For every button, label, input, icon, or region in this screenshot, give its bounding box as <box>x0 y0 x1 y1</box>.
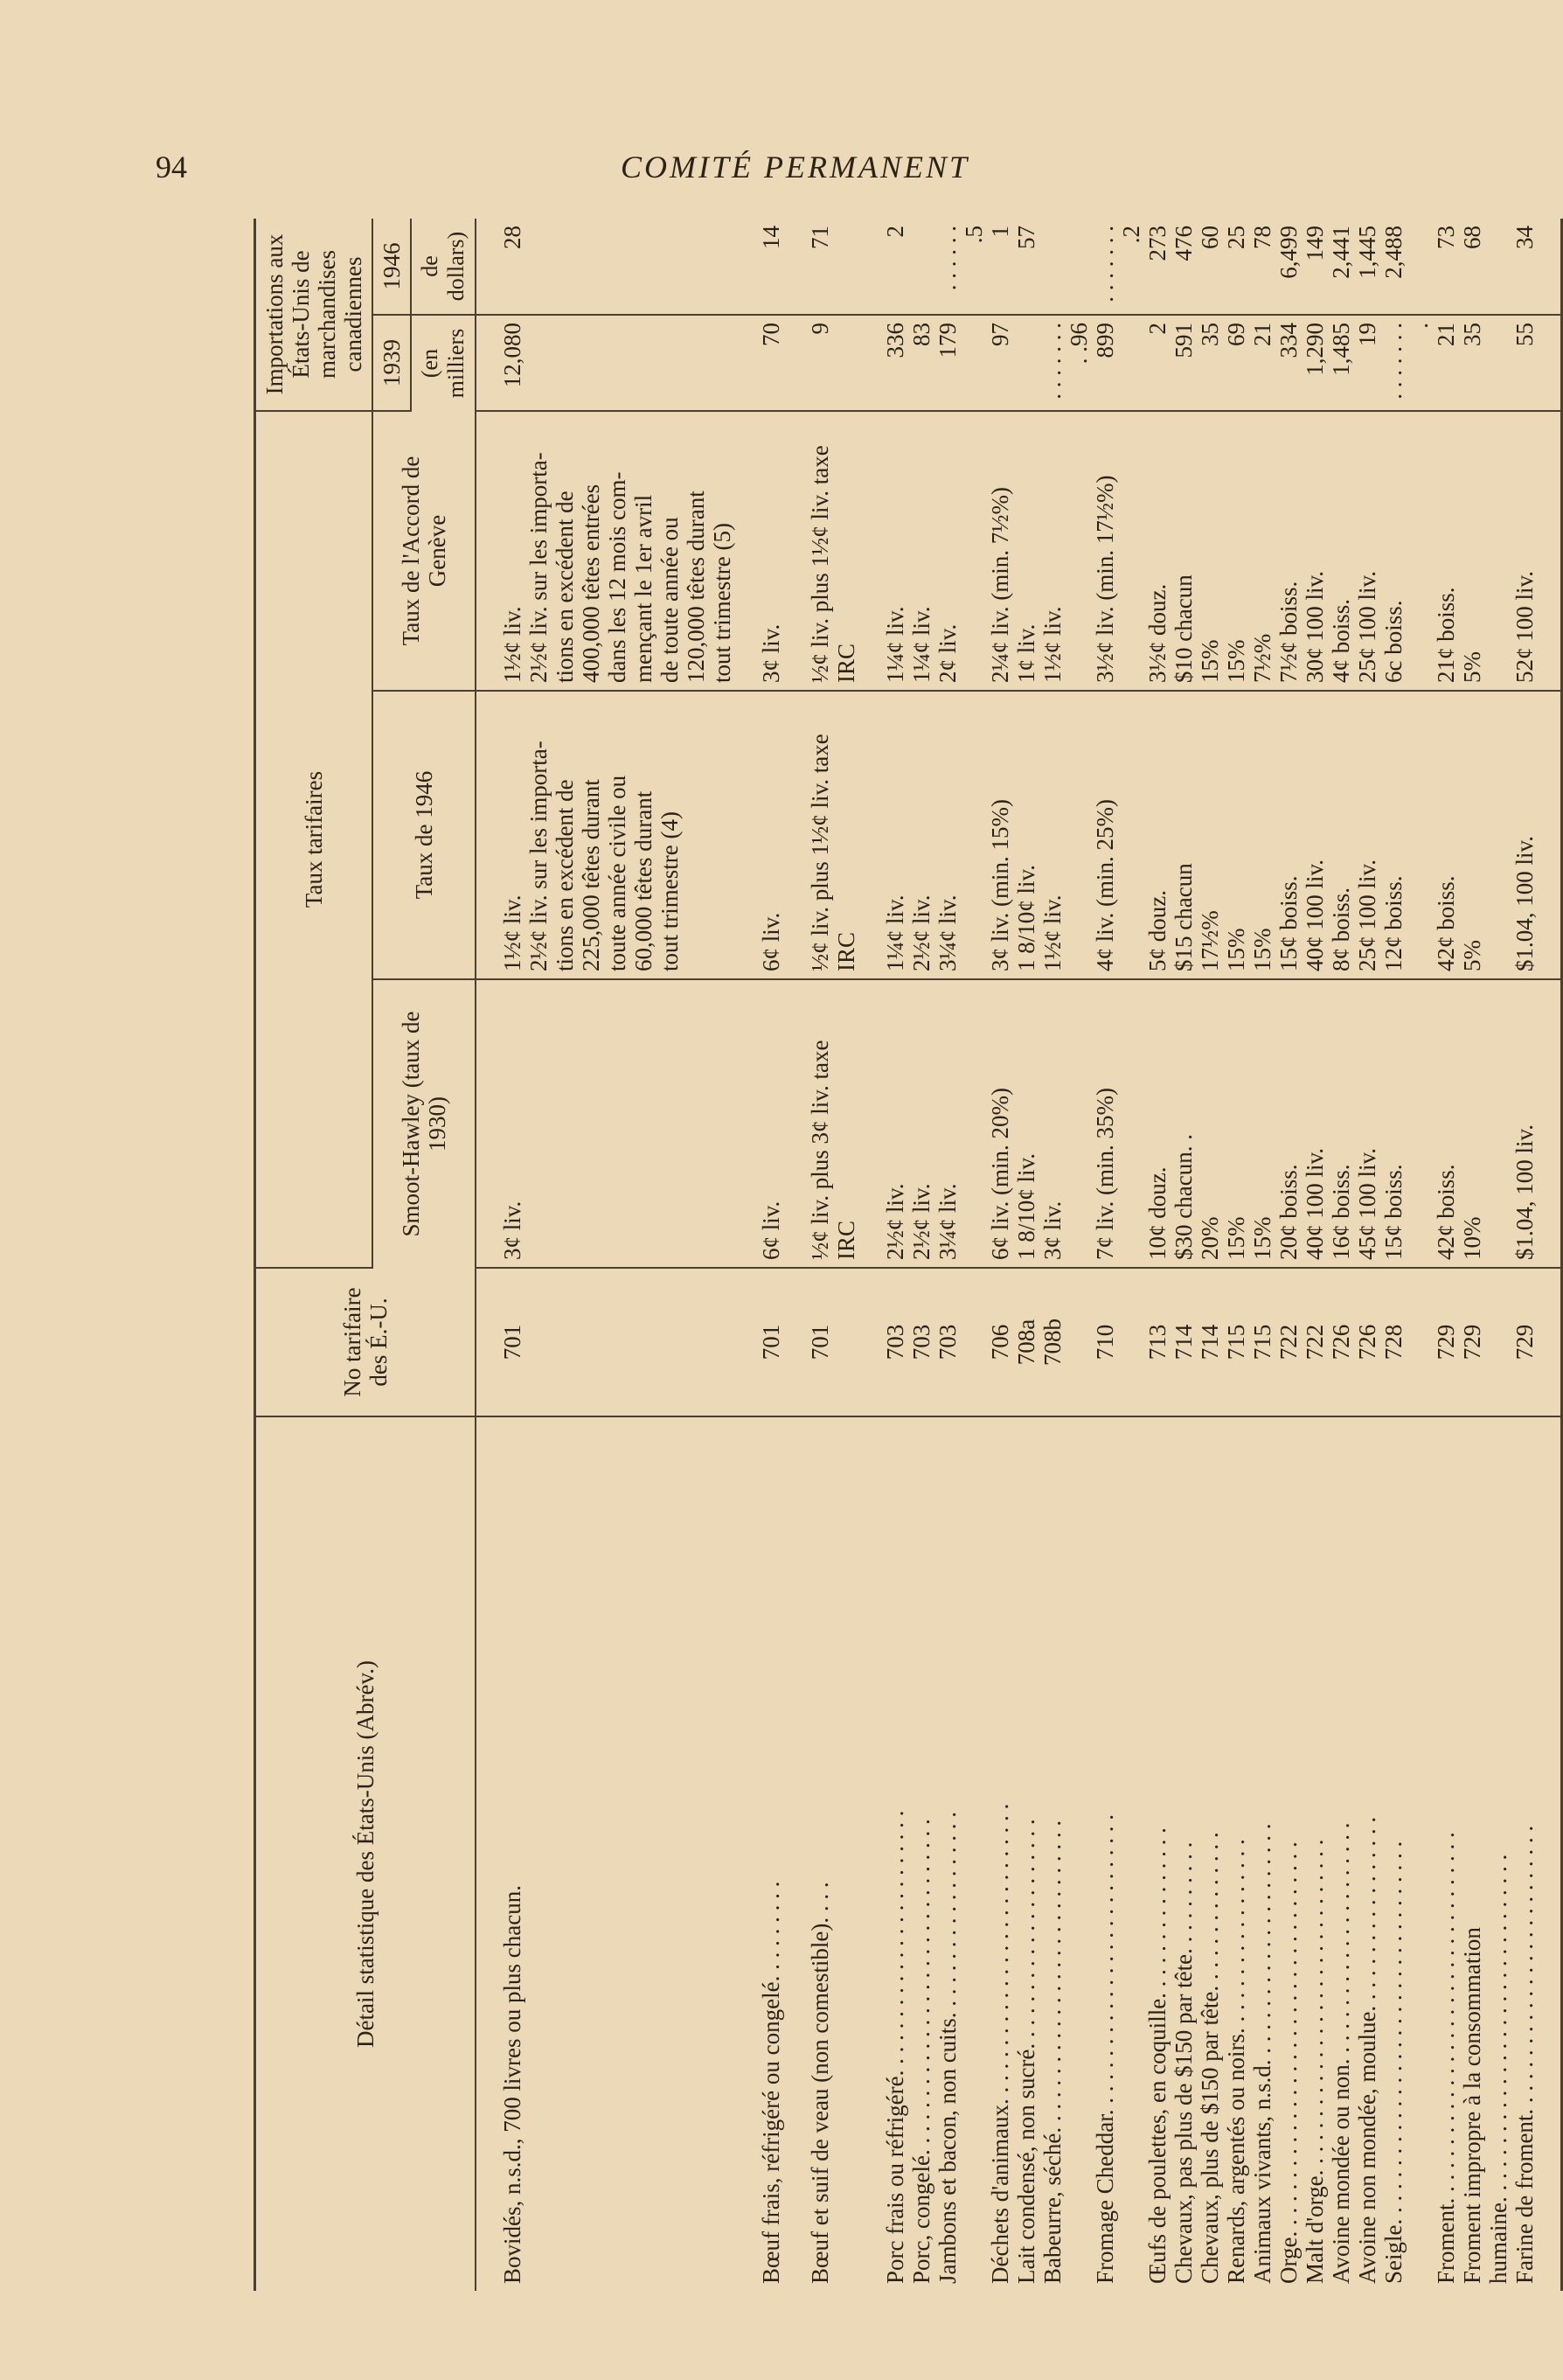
row-value-1939: 69 <box>1223 315 1249 411</box>
row-tariff-no: 714 <box>1171 1268 1197 1416</box>
row-geneve: 5% <box>1459 411 1511 691</box>
row-value-1939: . . . . . . . . .96 <box>1039 315 1092 411</box>
row-taux-1946: 2½¢ liv. <box>908 691 934 979</box>
row-detail: Chevaux, plus de $150 par tête. . . . . . . . . . . . . . <box>1197 1832 1223 2284</box>
row-value-1946: 71 <box>807 219 859 315</box>
row-value-1939: 334 <box>1275 315 1302 411</box>
row-value-1946: 476 <box>1171 219 1197 315</box>
row-taux-1946: 6¢ liv. <box>758 691 784 979</box>
row-tariff-no: 729 <box>1511 1268 1538 1416</box>
row-taux-1946: 15% <box>1223 691 1249 979</box>
row-value-1946 <box>908 219 934 315</box>
row-value-1939: 21 <box>1433 315 1459 411</box>
row-geneve: 1½¢ liv. <box>1039 411 1092 691</box>
row-value-1939: 899 <box>1092 315 1144 411</box>
row-value-1946: 1,445 <box>1354 219 1380 315</box>
row-value-1939: 12,080 <box>499 315 735 411</box>
header-taux-1946: Taux de 1946 <box>372 691 476 979</box>
row-value-1946: . . . . . . .5 <box>934 219 987 315</box>
row-geneve: 4¢ boiss. <box>1328 411 1354 691</box>
row-value-1946: . . . . . . . .2 <box>1092 219 1144 315</box>
row-smoot-hawley: 20% <box>1197 979 1223 1268</box>
row-taux-1946: 40¢ 100 liv. <box>1302 691 1328 979</box>
row-value-1939: 83 <box>908 315 934 411</box>
header-year-1939: 1939 <box>372 315 411 411</box>
table-row <box>1013 219 1039 2291</box>
row-detail: Babeurre, séché. . . . . . . . . . . . . . . . . . . . . . . . . . . <box>1039 1820 1066 2284</box>
row-value-1946: 1 <box>987 219 1013 315</box>
table-row <box>807 219 859 2291</box>
row-smoot-hawley: 15¢ boiss. <box>1380 979 1433 1268</box>
row-taux-1946: 17½% <box>1197 691 1223 979</box>
table-body <box>476 219 1562 2291</box>
row-smoot-hawley: 7¢ liv. (min. 35%) <box>1092 979 1144 1268</box>
row-value-1939: 9 <box>807 315 859 411</box>
table-row <box>1092 219 1144 2291</box>
row-value-1946: 68 <box>1459 219 1511 315</box>
row-taux-1946: 4¢ liv. (min. 25%) <box>1092 691 1144 979</box>
table-row <box>499 219 735 2291</box>
row-value-1946: 28 <box>499 219 735 315</box>
row-tariff-no: 722 <box>1275 1268 1302 1416</box>
table-row <box>1433 219 1459 2291</box>
table-row <box>987 219 1013 2291</box>
row-taux-1946: $1.04, 100 liv. <box>1511 691 1538 979</box>
row-tariff-no: 701 <box>758 1268 784 1416</box>
row-taux-1946: ½¢ liv. plus 1½¢ liv. taxe IRC <box>807 691 859 979</box>
tariff-table <box>254 219 1563 2291</box>
row-smoot-hawley: 2½¢ liv. <box>908 979 934 1268</box>
row-detail: Fromage Cheddar. . . . . . . . . . . . . . . . . . . . . . . . . . <box>1092 1814 1118 2284</box>
table-row <box>908 219 934 2291</box>
table-row <box>1511 219 1538 2291</box>
row-geneve: 3¢ liv. <box>758 411 784 691</box>
row-smoot-hawley: 2½¢ liv. <box>882 979 908 1268</box>
row-geneve: 2¢ liv. <box>934 411 987 691</box>
row-detail: Avoine non mondée, moulue. . . . . . . . . . . . . . . . . <box>1354 1816 1380 2284</box>
row-tariff-no: 706 <box>987 1268 1013 1416</box>
row-smoot-hawley: $1.04, 100 liv. <box>1511 979 1538 1268</box>
row-taux-1946: 3¢ liv. (min. 15%) <box>987 691 1013 979</box>
row-detail: Lait condensé, non sucré. . . . . . . . . . . . . . . . . . . . <box>1013 1819 1039 2284</box>
row-detail: Déchets d'animaux. . . . . . . . . . . . . . . . . . . . . . . . . . <box>987 1803 1013 2284</box>
row-tariff-no: 714 <box>1197 1268 1223 1416</box>
row-value-1946: 2,441 <box>1328 219 1354 315</box>
row-value-1939: . . . . . . . . <box>1380 315 1433 411</box>
row-geneve: 15% <box>1197 411 1223 691</box>
row-geneve: $10 chacun <box>1171 411 1197 691</box>
header-year-1946: 1946 <box>372 219 411 315</box>
row-smoot-hawley: 10¢ douz. <box>1144 979 1171 1268</box>
row-detail: Animaux vivants, n.s.d. . . . . . . . . . . . . . . . . . . . . <box>1249 1823 1275 2284</box>
header-detail: Détail statistique des États-Unis (Abrév.) <box>255 1416 476 2291</box>
row-value-1946: 14 <box>758 219 784 315</box>
row-taux-1946: 8¢ boiss. <box>1328 691 1354 979</box>
row-smoot-hawley: $30 chacun. . <box>1171 979 1197 1268</box>
row-value-1939: 35 <box>1197 315 1223 411</box>
table-row <box>1171 219 1197 2291</box>
row-detail: Froment. . . . . . . . . . . . . . . . . . . . . . . . . . . . . . . . <box>1433 1832 1459 2284</box>
table-row <box>1354 219 1380 2291</box>
header-taux-tarifaires: Taux tarifaires <box>255 411 373 1268</box>
row-tariff-no: 708b <box>1039 1268 1092 1416</box>
row-value-1939: 97 <box>987 315 1013 411</box>
row-geneve: 1¼¢ liv. <box>908 411 934 691</box>
row-value-1939: 21 <box>1249 315 1275 411</box>
row-tariff-no: 715 <box>1223 1268 1249 1416</box>
row-tariff-no: 713 <box>1144 1268 1171 1416</box>
row-smoot-hawley: 42¢ boiss. <box>1433 979 1459 1268</box>
row-detail: Renards, argentés ou noirs. . . . . . . . . . . . . . . . . <box>1223 1839 1249 2284</box>
row-value-1946: 78 <box>1249 219 1275 315</box>
table-row <box>1039 219 1092 2291</box>
table-row <box>758 219 784 2291</box>
table-row <box>1380 219 1433 2291</box>
row-value-1946: 6,499 <box>1275 219 1302 315</box>
row-geneve: 1¼¢ liv. <box>882 411 908 691</box>
row-geneve: 2¼¢ liv. (min. 7½%) <box>987 411 1013 691</box>
row-tariff-no: 728 <box>1380 1268 1433 1416</box>
row-value-1939: 591 <box>1171 315 1197 411</box>
header-no-tarifaire: No tarifaire des É.-U. <box>255 1268 476 1416</box>
header-geneve: Taux de l'Accord de Genève <box>372 411 476 691</box>
row-value-1939: 70 <box>758 315 784 411</box>
row-value-1939: 55 <box>1511 315 1538 411</box>
row-geneve: 21¢ boiss. <box>1433 411 1459 691</box>
row-tariff-no: 729 <box>1433 1268 1459 1416</box>
row-value-1946: 273 <box>1144 219 1171 315</box>
table-row <box>934 219 987 2291</box>
row-taux-1946: 25¢ 100 liv. <box>1354 691 1380 979</box>
row-detail: Porc, congelé. . . . . . . . . . . . . . . . . . . . . . . . . . . . . <box>908 1819 934 2284</box>
row-geneve: 1¢ liv. <box>1013 411 1039 691</box>
row-value-1946: 73 <box>1433 219 1459 315</box>
row-value-1939: 336 <box>882 315 908 411</box>
row-detail: Porc frais ou réfrigéré. . . . . . . . . . . . . . . . . . . . . . . <box>882 1810 908 2284</box>
row-taux-1946: 3¼¢ liv. <box>934 691 987 979</box>
table-row <box>1223 219 1249 2291</box>
row-smoot-hawley: 6¢ liv. (min. 20%) <box>987 979 1013 1268</box>
row-smoot-hawley: 45¢ 100 liv. <box>1354 979 1380 1268</box>
row-taux-1946: 5% <box>1459 691 1511 979</box>
row-value-1946: 149 <box>1302 219 1328 315</box>
row-geneve: 6c boiss. <box>1380 411 1433 691</box>
row-tariff-no: 726 <box>1354 1268 1380 1416</box>
row-detail: Farine de froment. . . . . . . . . . . . . . . . . . . . . . . . . <box>1511 1825 1538 2284</box>
row-value-1946: 2,488 <box>1380 219 1433 315</box>
row-tariff-no: 703 <box>908 1268 934 1416</box>
rotated-table-wrapper <box>254 219 1538 2291</box>
row-tariff-no: 708a <box>1013 1268 1039 1416</box>
row-taux-1946: 1½¢ liv. 2½¢ liv. sur les importa- tions en excédent de 225,000 têtes durant toute année civile ou 60,000 têtes durant tout trimestre (4) <box>499 691 735 979</box>
row-geneve: 15% <box>1223 411 1249 691</box>
row-taux-1946: 1 8/10¢ liv. <box>1013 691 1039 979</box>
row-smoot-hawley: ½¢ liv. plus 3¢ liv. taxe IRC <box>807 979 859 1268</box>
row-geneve: 3½¢ douz. <box>1144 411 1171 691</box>
row-tariff-no: 703 <box>934 1268 987 1416</box>
row-detail: Chevaux, pas plus de $150 par tête. . . . . . . . . . <box>1171 1841 1197 2284</box>
header-unit-b: de dollars) <box>411 219 476 315</box>
row-taux-1946: 15¢ boiss. <box>1275 691 1302 979</box>
table-row <box>1328 219 1354 2291</box>
table-row <box>882 219 908 2291</box>
row-smoot-hawley: 3¢ liv. <box>499 979 735 1268</box>
header-importations: Importations aux États-Unis de marchandises canadiennes <box>255 219 373 411</box>
row-taux-1946: 15% <box>1249 691 1275 979</box>
row-smoot-hawley: 15% <box>1223 979 1249 1268</box>
row-taux-1946: 12¢ boiss. <box>1380 691 1433 979</box>
table-row <box>1275 219 1302 2291</box>
row-taux-1946: 1¼¢ liv. <box>882 691 908 979</box>
row-detail: Malt d'orge. . . . . . . . . . . . . . . . . . . . . . . . . . . . . <box>1302 1839 1328 2284</box>
row-geneve: 52¢ 100 liv. <box>1511 411 1538 691</box>
row-detail: Bœuf frais, réfrigéré ou congelé. . . . . . . . . <box>758 1881 784 2284</box>
row-geneve: 30¢ 100 liv. <box>1302 411 1328 691</box>
page-header <box>0 149 1532 192</box>
row-smoot-hawley: 20¢ boiss. <box>1275 979 1302 1268</box>
row-detail: Jambons et bacon, non cuits. . . . . . . . . . . . . . . . . . <box>934 1812 961 2284</box>
row-smoot-hawley: 16¢ boiss. <box>1328 979 1354 1268</box>
row-smoot-hawley: 6¢ liv. <box>758 979 784 1268</box>
row-value-1939 <box>1013 315 1039 411</box>
row-geneve: ½¢ liv. plus 1½¢ liv. taxe IRC <box>807 411 859 691</box>
row-geneve: 7½¢ boiss. <box>1275 411 1302 691</box>
header-smoot-hawley: Smoot-Hawley (taux de 1930) <box>372 979 476 1268</box>
row-smoot-hawley: 1 8/10¢ liv. <box>1013 979 1039 1268</box>
row-tariff-no: 715 <box>1249 1268 1275 1416</box>
row-detail: Froment impropre à la consommation humaine. . . . . . . . . . . . . . . . . . . . . . . . . . . . . . <box>1459 1854 1511 2284</box>
row-tariff-no: 726 <box>1328 1268 1354 1416</box>
row-value-1939: 1,290 <box>1302 315 1328 411</box>
row-geneve: 3½¢ liv. (min. 17½%) <box>1092 411 1144 691</box>
row-tariff-no: 722 <box>1302 1268 1328 1416</box>
row-value-1946: 57 <box>1013 219 1039 315</box>
row-value-1939: 1,485 <box>1328 315 1354 411</box>
header-unit-a: (en milliers <box>411 315 476 411</box>
row-tariff-no: 701 <box>807 1268 859 1416</box>
row-value-1946 <box>1039 219 1092 315</box>
row-smoot-hawley: 3¢ liv. <box>1039 979 1092 1268</box>
row-taux-1946: 1½¢ liv. <box>1039 691 1092 979</box>
row-tariff-no: 701 <box>499 1268 735 1416</box>
table-row <box>1459 219 1511 2291</box>
row-tariff-no: 729 <box>1459 1268 1511 1416</box>
table-row <box>1302 219 1328 2291</box>
row-smoot-hawley: 10% <box>1459 979 1511 1268</box>
row-detail: Bovidés, n.s.d., 700 livres ou plus chacun. <box>499 1885 525 2284</box>
page-number: 94 <box>156 150 187 184</box>
row-detail: Bœuf et suif de veau (non comestible). . . . <box>807 1882 833 2284</box>
row-value-1939: 179 <box>934 315 987 411</box>
row-taux-1946: 42¢ boiss. <box>1433 691 1459 979</box>
row-value-1946: 25 <box>1223 219 1249 315</box>
table-row <box>1249 219 1275 2291</box>
row-tariff-no: 710 <box>1092 1268 1144 1416</box>
table-row <box>1144 219 1171 2291</box>
row-value-1946: 60 <box>1197 219 1223 315</box>
table-row <box>1197 219 1223 2291</box>
row-value-1939: 2 <box>1144 315 1171 411</box>
row-value-1946: 34 <box>1511 219 1538 315</box>
row-geneve: 7½% <box>1249 411 1275 691</box>
row-taux-1946: $15 chacun <box>1171 691 1197 979</box>
row-detail: Œufs de poulettes, en coquille. . . . . . . . . . . . . . . <box>1144 1827 1171 2284</box>
row-smoot-hawley: 40¢ 100 liv. <box>1302 979 1328 1268</box>
row-smoot-hawley: 15% <box>1249 979 1275 1268</box>
row-value-1946: 2 <box>882 219 908 315</box>
row-detail: Seigle. . . . . . . . . . . . . . . . . . . . . . . . . . . . . . . . . <box>1380 1841 1407 2284</box>
row-tariff-no: 703 <box>882 1268 908 1416</box>
running-title: COMITÉ PERMANENT <box>621 150 969 184</box>
row-detail: Avoine mondée ou non. . . . . . . . . . . . . . . . . . . . . <box>1328 1822 1354 2284</box>
row-taux-1946: 5¢ douz. <box>1144 691 1171 979</box>
row-value-1939: 19 <box>1354 315 1380 411</box>
row-smoot-hawley: 3¼¢ liv. <box>934 979 987 1268</box>
row-value-1939: 35 <box>1459 315 1511 411</box>
row-geneve: 25¢ 100 liv. <box>1354 411 1380 691</box>
row-detail: Orge. . . . . . . . . . . . . . . . . . . . . . . . . . . . . . . . . . <box>1275 1841 1302 2284</box>
row-geneve: 1½¢ liv. 2½¢ liv. sur les importa- tions en excédent de 400,000 têtes entrées dans les 12 mois com- mençant le 1er avril de toute année ou 120,000 têtes durant tout trimestre (5) <box>499 411 735 691</box>
